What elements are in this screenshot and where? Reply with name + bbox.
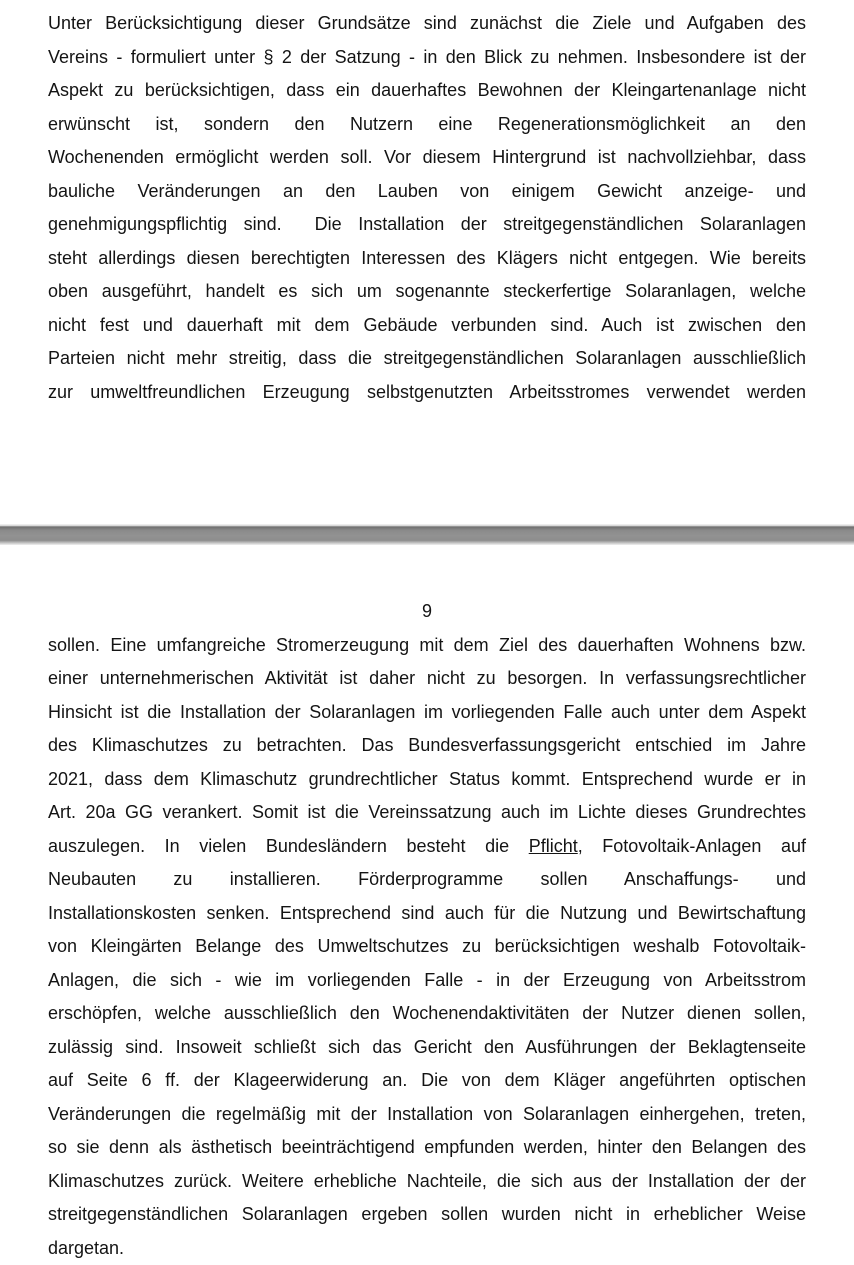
text-segment: genehmigungspflichtig sind. Die Installation der streitgegenständlichen Solaranlagen bbox=[48, 214, 806, 234]
text-line bbox=[48, 997, 806, 1031]
text-line bbox=[48, 930, 806, 964]
text-segment: streitgegenständlichen Solaranlagen ergeben sollen wurden nicht in erheblicher Weise bbox=[48, 1204, 806, 1224]
text-line bbox=[48, 7, 806, 41]
text-line bbox=[48, 662, 806, 696]
text-line bbox=[48, 796, 806, 830]
text-segment: Klimaschutzes zurück. Weitere erhebliche Nachteile, die sich aus der Installation der der bbox=[48, 1171, 806, 1191]
text-segment: Hinsicht ist die Installation der Solaranlagen im vorliegenden Falle auch unter dem Aspekt bbox=[48, 702, 806, 722]
page-2-text-block bbox=[48, 595, 806, 1265]
text-line bbox=[48, 275, 806, 309]
text-segment: auszulegen. In vielen Bundesländern besteht die bbox=[48, 836, 529, 856]
text-segment: Art. 20a GG verankert. Somit ist die Vereinssatzung auch im Lichte dieses Grundrechtes bbox=[48, 802, 806, 822]
text-segment: dargetan. bbox=[48, 1238, 124, 1258]
text-line bbox=[48, 629, 806, 663]
page-2-body bbox=[48, 629, 806, 1265]
text-segment: Unter Berücksichtigung dieser Grundsätze sind zunächst die Ziele und Aufgaben des bbox=[48, 13, 806, 33]
text-segment: des Klimaschutzes zu betrachten. Das Bundesverfassungsgericht entschied im Jahre bbox=[48, 735, 806, 755]
text-line bbox=[48, 830, 806, 864]
page-1-text-block bbox=[48, 7, 806, 409]
text-line bbox=[48, 74, 806, 108]
text-segment: Anlagen, die sich - wie im vorliegenden Falle - in der Erzeugung von Arbeitsstrom bbox=[48, 970, 806, 990]
text-line bbox=[48, 863, 806, 897]
text-segment: Veränderungen die regelmäßig mit der Installation von Solaranlagen einhergehen, treten, bbox=[48, 1104, 806, 1124]
text-segment: Wochenenden ermöglicht werden soll. Vor diesem Hintergrund ist nachvollziehbar, dass bbox=[48, 147, 806, 167]
text-segment: erschöpfen, welche ausschließlich den Wochenendaktivitäten der Nutzer dienen sollen, bbox=[48, 1003, 806, 1023]
text-segment: sollen. Eine umfangreiche Stromerzeugung mit dem Ziel des dauerhaften Wohnens bzw. bbox=[48, 635, 806, 655]
text-line bbox=[48, 41, 806, 75]
text-line bbox=[48, 696, 806, 730]
text-segment: nicht fest und dauerhaft mit dem Gebäude verbunden sind. Auch ist zwischen den bbox=[48, 315, 806, 335]
text-line bbox=[48, 242, 806, 276]
text-segment: Installationskosten senken. Entsprechend sind auch für die Nutzung und Bewirtschaftung bbox=[48, 903, 806, 923]
text-segment: Neubauten zu installieren. Förderprogramme sollen Anschaffungs- und bbox=[48, 869, 806, 889]
text-line bbox=[48, 729, 806, 763]
text-line bbox=[48, 1098, 806, 1132]
text-segment: zulässig sind. Insoweit schließt sich das Gericht den Ausführungen der Beklagtenseite bbox=[48, 1037, 806, 1057]
text-line bbox=[48, 897, 806, 931]
page-number: 9 bbox=[48, 595, 806, 629]
text-segment: Aspekt zu berücksichtigen, dass ein dauerhaftes Bewohnen der Kleingartenanlage nicht bbox=[48, 80, 806, 100]
text-line bbox=[48, 1131, 806, 1165]
text-segment: 2021, dass dem Klimaschutz grundrechtlicher Status kommt. Entsprechend wurde er in bbox=[48, 769, 806, 789]
text-segment: von Kleingärten Belange des Umweltschutzes zu berücksichtigen weshalb Fotovoltaik- bbox=[48, 936, 806, 956]
text-line bbox=[48, 763, 806, 797]
text-line bbox=[48, 342, 806, 376]
text-segment: oben ausgeführt, handelt es sich um sogenannte steckerfertige Solaranlagen, welche bbox=[48, 281, 806, 301]
text-line bbox=[48, 175, 806, 209]
text-segment: auf Seite 6 ff. der Klageerwiderung an. Die von dem Kläger angeführten optischen bbox=[48, 1070, 806, 1090]
text-segment: steht allerdings diesen berechtigten Interessen des Klägers nicht entgegen. Wie bereits bbox=[48, 248, 806, 268]
text-line bbox=[48, 208, 806, 242]
text-line bbox=[48, 964, 806, 998]
text-segment: , Fotovoltaik-Anlagen auf bbox=[578, 836, 806, 856]
text-line bbox=[48, 309, 806, 343]
text-line bbox=[48, 108, 806, 142]
text-line bbox=[48, 1165, 806, 1199]
text-line bbox=[48, 1064, 806, 1098]
text-line bbox=[48, 1031, 806, 1065]
text-segment: Vereins - formuliert unter § 2 der Satzung - in den Blick zu nehmen. Insbesondere ist der bbox=[48, 47, 806, 67]
page-separator-bar bbox=[0, 524, 854, 545]
text-segment: so sie denn als ästhetisch beeinträchtigend empfunden werden, hinter den Belangen des bbox=[48, 1137, 806, 1157]
text-line bbox=[48, 1198, 806, 1232]
text-segment: zur umweltfreundlichen Erzeugung selbstgenutzten Arbeitsstromes verwendet werden bbox=[48, 382, 806, 402]
underlined-text: Pflicht bbox=[529, 836, 578, 856]
text-segment: erwünscht ist, sondern den Nutzern eine Regenerationsmöglichkeit an den bbox=[48, 114, 806, 134]
text-line bbox=[48, 141, 806, 175]
text-segment: Parteien nicht mehr streitig, dass die streitgegenständlichen Solaranlagen ausschließlich bbox=[48, 348, 806, 368]
text-segment: einer unternehmerischen Aktivität ist daher nicht zu besorgen. In verfassungsrechtlicher bbox=[48, 668, 806, 688]
text-line bbox=[48, 1232, 806, 1265]
text-line bbox=[48, 376, 806, 410]
text-segment: bauliche Veränderungen an den Lauben von einigem Gewicht anzeige- und bbox=[48, 181, 806, 201]
